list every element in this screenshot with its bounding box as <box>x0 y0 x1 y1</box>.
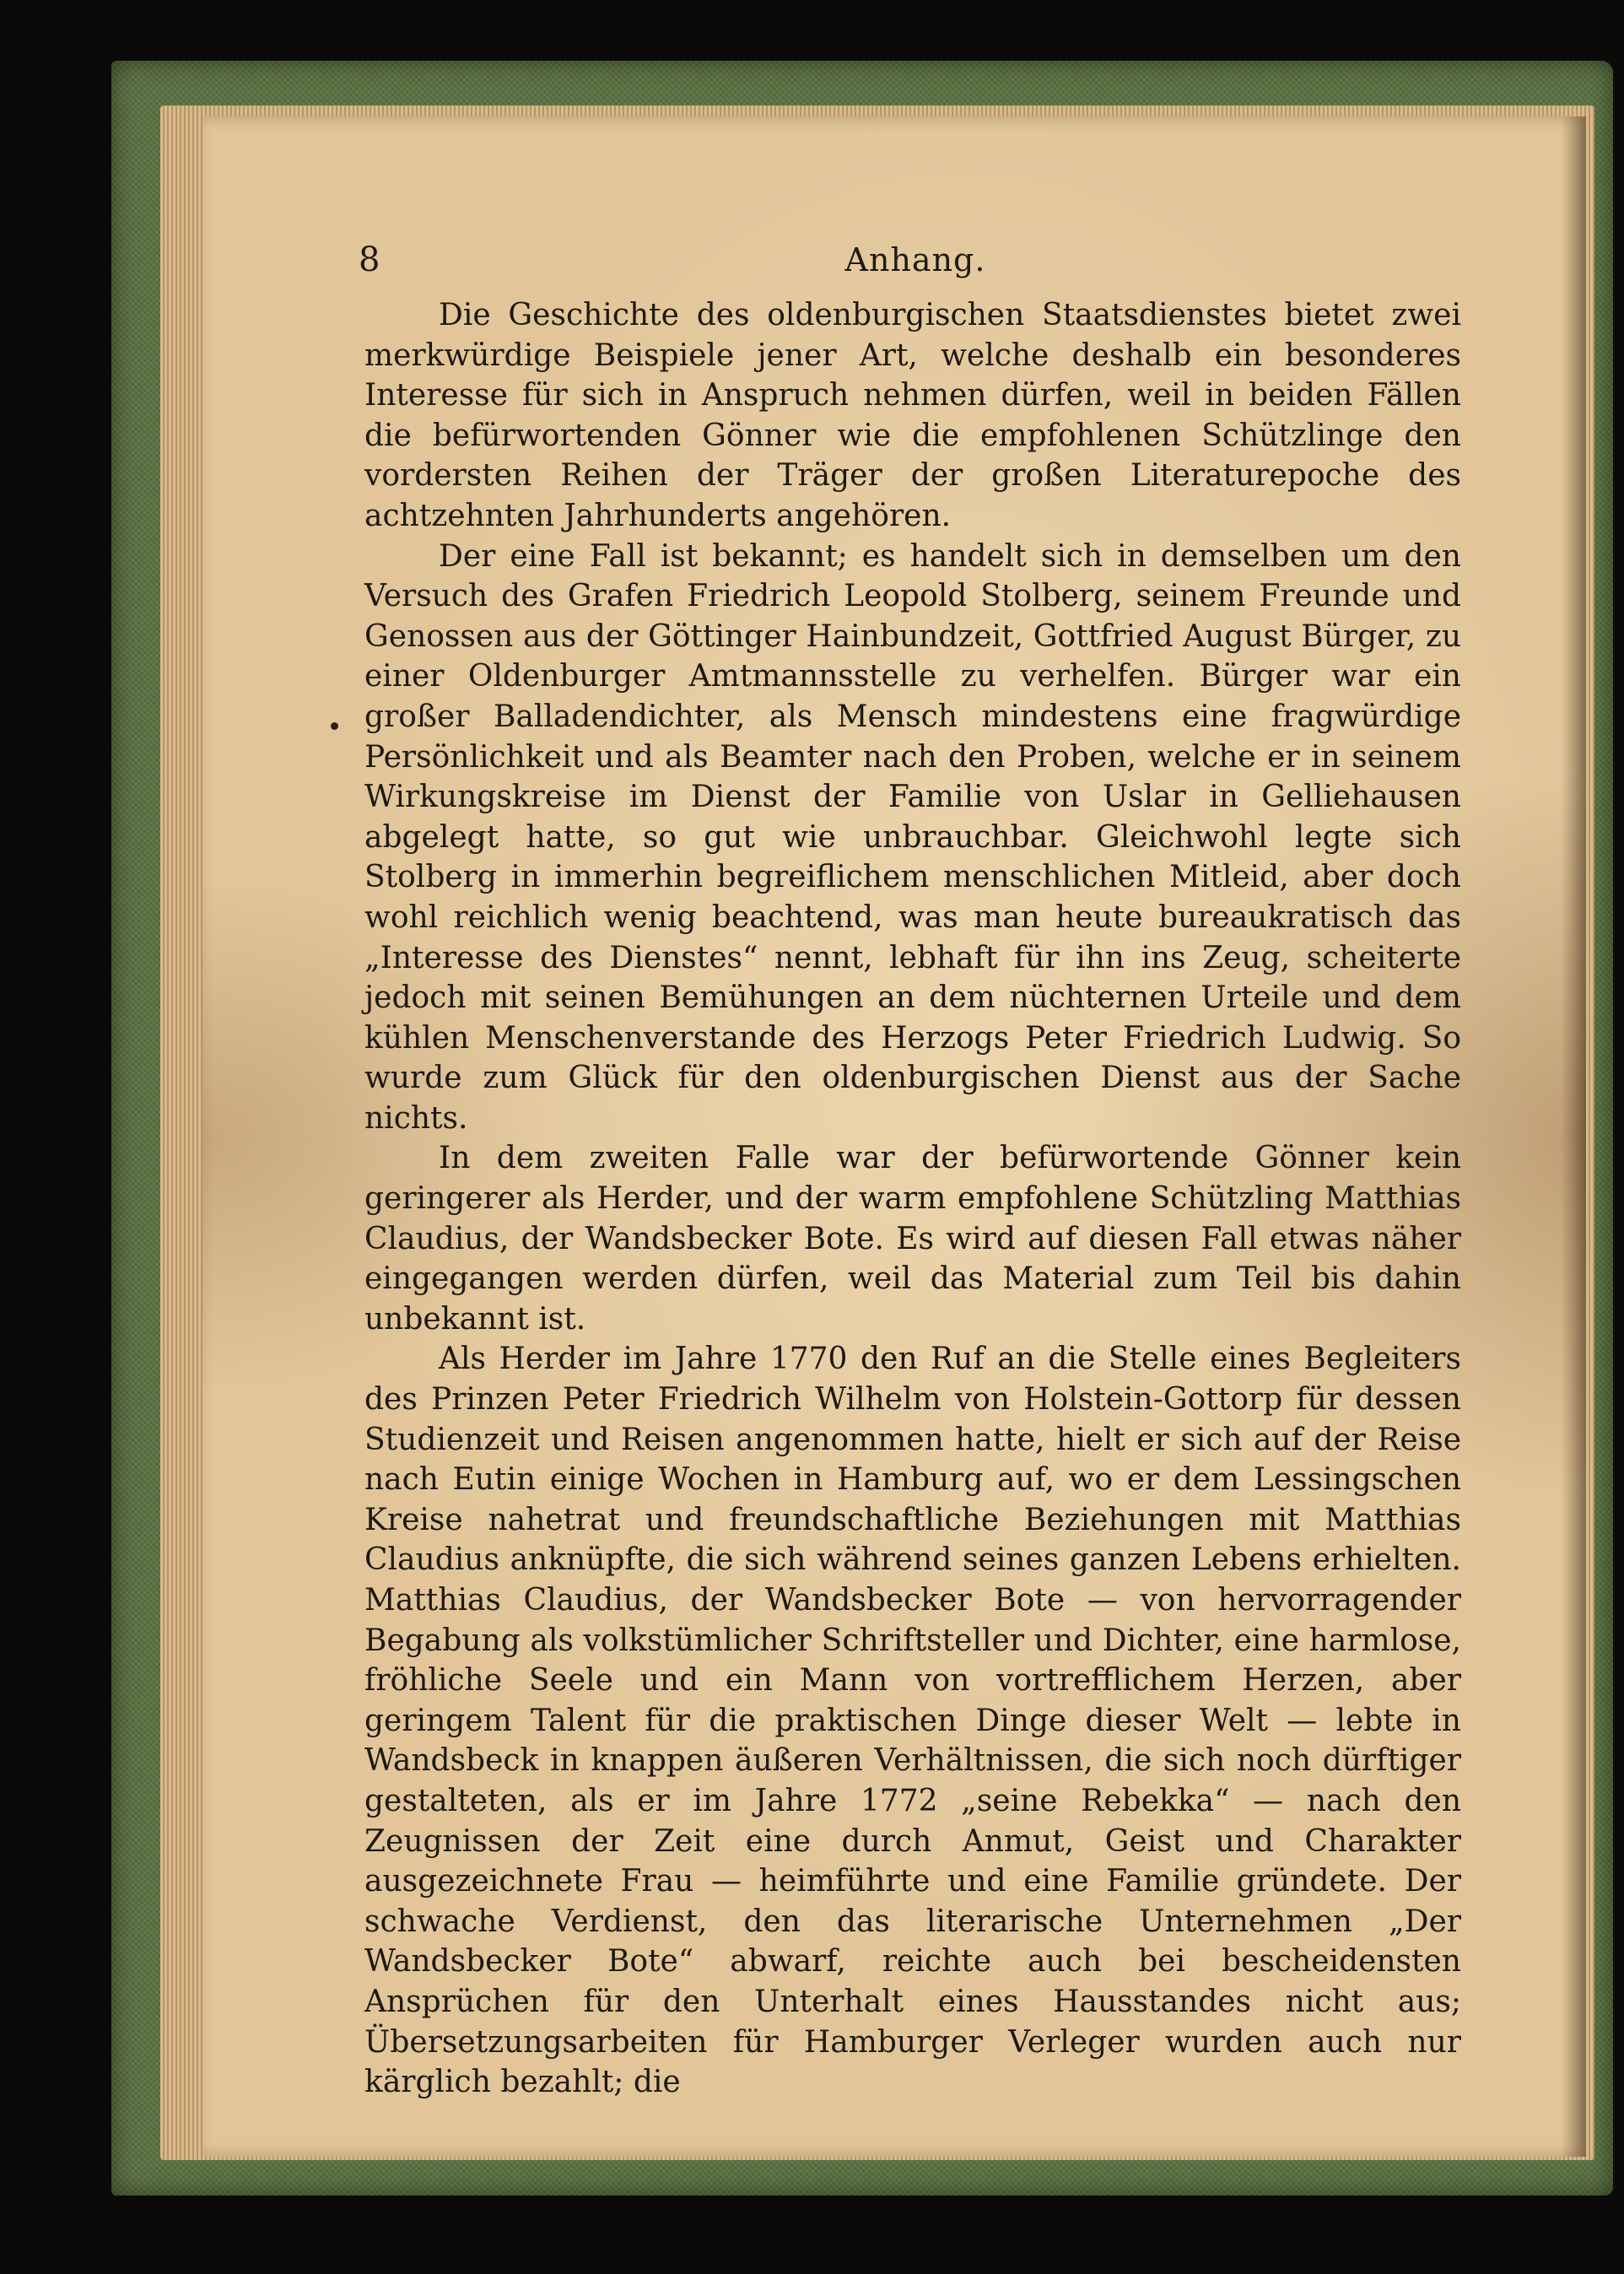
page-header <box>359 235 1472 285</box>
book-page <box>202 116 1586 2157</box>
page-number: 8 <box>359 240 380 279</box>
paragraph-4: Als Herder im Jahre 1770 den Ruf an die Stelle eines Begleiters des Prinzen Peter Friedrich Wilhelm von Holstein-Gottorp für dessen Studienzeit und Reisen angenommen hatte, hielt er sich auf der Reise nach Eutin einige Wochen in Hamburg auf, wo er dem Lessingschen Kreise nahetrat und freundschaftliche Beziehungen mit Matthias Claudius anknüpfte, die sich während seines ganzen Lebens erhielten. Matthias Claudius, der Wandsbecker Bote — von hervorragender Begabung als volkstümlicher Schriftsteller und Dichter, eine harmlose, fröhliche Seele und ein Mann von vortrefflichem Herzen, aber geringem Talent für die praktischen Dinge dieser Welt — lebte in Wandsbeck in knappen äußeren Verhältnissen, die sich noch dürftiger gestalteten, als er im Jahre 1772 „seine Rebekka“ — nach den Zeugnissen der Zeit eine durch Anmut, Geist und Charakter ausgezeichnete Frau — heimführte und eine Familie gründete. Der schwache Verdienst, den das literarische Unternehmen „Der Wandsbecker Bote“ abwarf, reichte auch bei bescheidensten Ansprüchen für den Unterhalt eines Hausstandes nicht aus; Übersetzungsarbeiten für Hamburger Verleger wurden auch nur kärglich bezahlt; die <box>364 1342 1461 2100</box>
paragraph-3: In dem zweiten Falle war der befürwortende Gönner kein geringerer als Herder, und der warm empfohlene Schützling Matthias Claudius, der Wandsbecker Bote. Es wird auf diesen Fall etwas näher eingegangen werden dürfen, weil das Material zum Teil bis dahin unbekannt ist. <box>364 1141 1461 1337</box>
paragraph-2: Der eine Fall ist bekannt; es handelt sich in demselben um den Versuch des Grafen Friedrich Leopold Stolberg, seinem Freunde und Genossen aus der Göttinger Hainbundzeit, Gottfried August Bürger, zu einer Oldenburger Amtmannsstelle zu verhelfen. Bürger war ein großer Balladendichter, als Mensch mindestens eine fragwürdige Persönlichkeit und als Beamter nach den Proben, welche er in seinem Wirkungskreise im Dienst der Familie von Uslar in Gelliehausen abgelegt hatte, so gut wie unbrauchbar. Gleichwohl legte sich Stolberg in immerhin begreiflichem menschlichen Mitleid, aber doch wohl reichlich wenig beachtend, was man heute bureaukratisch das „Interesse des Dienstes“ nennt, lebhaft für ihn ins Zeug, scheiterte jedoch mit seinen Bemühungen an dem nüchternen Urteile und dem kühlen Menschenverstande des Herzogs Peter Friedrich Ludwig. So wurde zum Glück für den oldenburgischen Dienst aus der Sache nichts. <box>364 538 1461 1136</box>
margin-mark <box>331 722 338 730</box>
paragraph-1: Die Geschichte des oldenburgischen Staatsdienstes bietet zwei merkwürdige Beispiele jener Art, welche deshalb ein besonderes Interesse für sich in Anspruch nehmen dürfen, weil in beiden Fällen die befürwortenden Gönner wie die empfohlenen Schützlinge den vordersten Reihen der Träger der großen Literaturepoche des achtzehnten Jahrhunderts angehören. <box>364 298 1461 533</box>
gutter-shadow <box>1561 116 1586 2157</box>
running-head: Anhang. <box>844 241 986 278</box>
body-text <box>364 295 1461 2103</box>
